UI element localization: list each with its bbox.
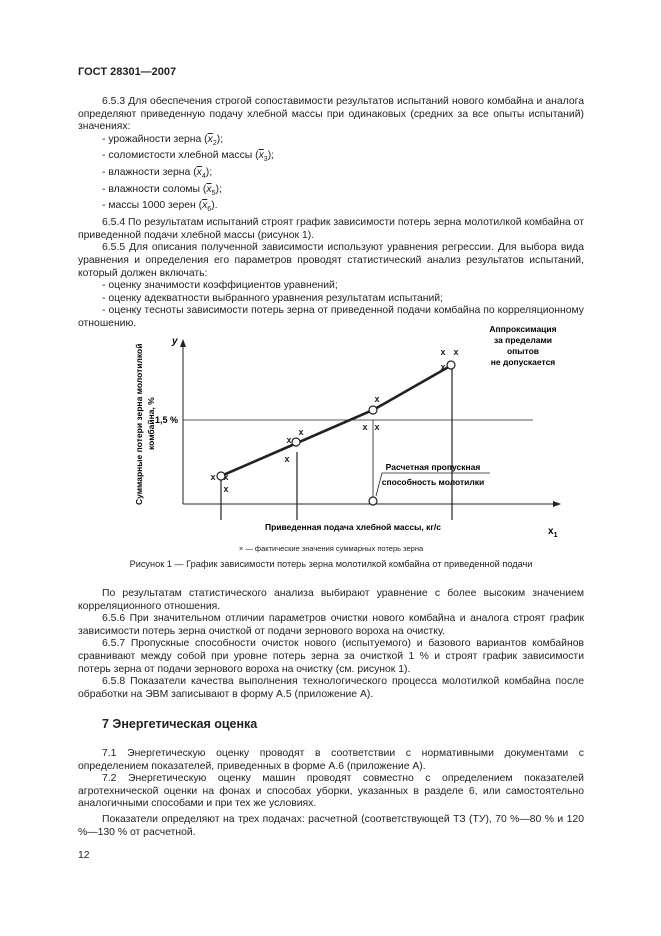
paragraph-6-5-8: 6.5.8 Показатели качества выполнения технологического процесса молотилкой комбайна после обработки на ЭВМ записывают в форму А.5 (приложение А). <box>78 676 584 700</box>
figure-1-graph <box>120 320 580 550</box>
actual-value-marker: x <box>223 484 229 494</box>
svg-text:опытов: опытов <box>506 346 540 356</box>
capacity-point <box>369 497 377 505</box>
list-item: - оценку тесноты зависимости потерь зерна от приведенной подачи комбайна по корреляционному отношению. <box>78 305 584 329</box>
x-axis-label: Приведенная подача хлебной массы, кг/с <box>265 522 441 532</box>
svg-text:Расчетная пропускная: Расчетная пропускная <box>385 462 481 472</box>
paragraph-7-3: Показатели определяют на трех подачах: расчетной (соответствующей ТЗ (ТУ), 70 %—80 % и 120 %—130 % от расчетной. <box>78 813 584 838</box>
actual-value-marker: x <box>374 394 380 404</box>
y-axis-letter: y <box>172 336 178 347</box>
section-after-figure <box>78 588 584 701</box>
section-7 <box>78 748 584 839</box>
svg-text:Аппроксимация: Аппроксимация <box>489 324 557 334</box>
list-item: - массы 1000 зерен $(\overline{x}_6)$. <box>102 200 218 214</box>
paragraph-6-5-6: 6.5.6 При значительном отличии параметров очистки нового комбайна и аналога строят график зависимости потерь зерна очисткой от подачи зернового вороха на очистку. <box>78 613 584 637</box>
list-item: - влажности зерна $(\overline{x}_4)$; <box>102 167 213 181</box>
actual-value-marker: x <box>374 422 380 432</box>
actual-value-marker: x <box>440 347 446 357</box>
figure-caption: Рисунок 1 — График зависимости потерь зерна молотилкой комбайна от приведенной подачи <box>129 559 533 569</box>
actual-value-marker: x <box>362 422 368 432</box>
list-item: - влажности соломы $(\overline{x}_5)$; <box>102 183 222 197</box>
y-axis-label: Суммарные потери зерна молотилкой <box>134 343 144 505</box>
list-item: - урожайности зерна $(\overline{x}_2)$; <box>102 133 224 147</box>
svg-text:не допускается: не допускается <box>490 357 556 367</box>
regression-line <box>221 365 452 476</box>
actual-value-marker: x <box>210 472 216 482</box>
actual-value-marker: x <box>453 347 459 357</box>
paragraph-7-1: 7.1 Энергетическую оценку проводят в соответствии с нормативными документами с определением показателей, приведенных в форме А.6 (приложение А). <box>78 748 584 772</box>
actual-value-marker: x <box>440 362 446 372</box>
list-item: - оценку значимости коэффициентов уравнений; <box>102 280 338 292</box>
capacity-note <box>382 462 485 487</box>
paragraph-6-5-3: 6.5.3 Для обеспечения строгой сопоставимости результатов испытаний нового комбайна и аналога определяют приведенную подачу хлебной массы при одинаковых (средних за все опыты испытаний) значениях: <box>78 96 584 133</box>
paragraph-6-5-5: 6.5.5 Для описания полученной зависимости используют уравнения регрессии. Для выбора вида уравнения и определения его параметров проводят статистический анализ результатов испытаний, который должен включать: <box>78 242 584 279</box>
y-axis-label-2: комбайна, % <box>146 397 156 450</box>
section-7-heading: 7 Энергетическая оценка <box>102 717 258 731</box>
actual-value-marker: x <box>284 454 290 464</box>
actual-value-marker: x <box>286 435 292 445</box>
section-6-5-3 <box>78 96 584 330</box>
paragraph-7-2: 7.2 Энергетическую оценку машин проводят совместно с определением показателей агротехнической оценки на фонах и способах уборки, указанных в разделе 6, или самостоятельно аналогичными способами и при тех же условиях. <box>78 773 584 810</box>
document-header: ГОСТ 28301—2007 <box>78 66 177 78</box>
paragraph-6-5-4: 6.5.4 По результатам испытаний строят график зависимости потерь зерна молотилкой комбайна от приведенной подачи хлебной массы (рисунок 1). <box>78 217 584 241</box>
threshold-label: 1,5 % <box>155 415 179 425</box>
list-item: - соломистости хлебной массы $(\overline{x}_3)$; <box>102 150 275 164</box>
actual-value-marker: x <box>298 427 304 437</box>
x-axis-letter: $x_1$ <box>548 526 558 539</box>
list-item: - оценку адекватности выбранного уравнения результатам испытаний; <box>102 292 443 304</box>
svg-text:за пределами: за пределами <box>493 335 553 345</box>
paragraph-6-5-7: 6.5.7 Пропускные способности очисток нового (испытуемого) и базового вариантов комбайнов сравнивают между собой при уровне потерь зерна за очисткой 1 % и строят график зависимости потерь зерна от подачи зернового вороха на очистку (см. рисунок 1). <box>78 638 584 675</box>
approximation-note <box>489 324 556 367</box>
figure-legend: × — фактические значения суммарных потерь зерна <box>238 544 424 553</box>
actual-value-marker: x <box>223 472 229 482</box>
paragraph-stat-analysis: По результатам статистического анализа выбирают уравнение с более высоким значением корреляционного отношения. <box>78 588 584 612</box>
page-number: 12 <box>78 850 90 861</box>
svg-text:способность молотилки: способность молотилки <box>381 477 485 487</box>
